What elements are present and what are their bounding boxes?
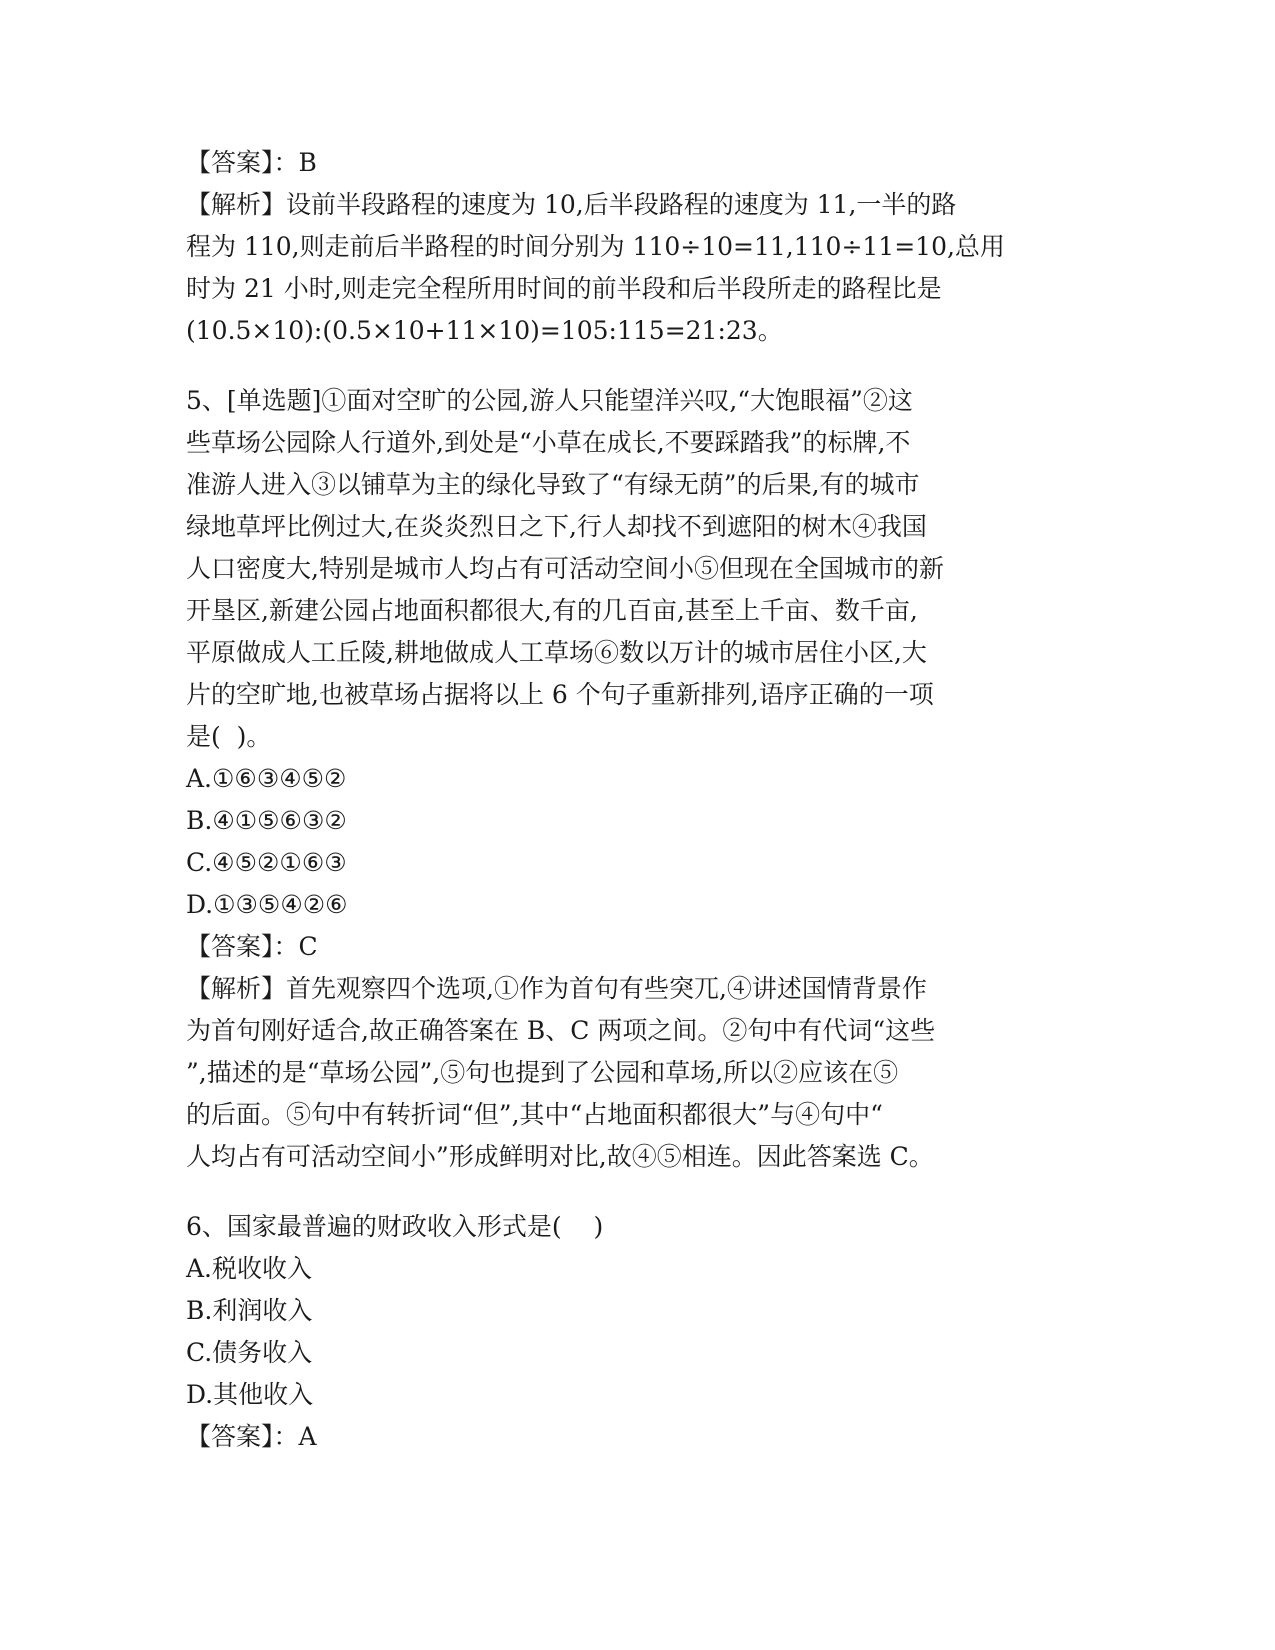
q5-answer: 【答案】：C	[186, 932, 318, 961]
q4-analysis-line-2: 程为 110,则走前后半路程的时间分别为 110÷10=11,110÷11=10,总用	[186, 232, 1005, 261]
q5-stem-line-2: 些草场公园除人行道外,到处是“小草在成长,不要踩踏我”的标牌,不	[186, 428, 911, 457]
q5-analysis-line-3: ”,描述的是“草场公园”,⑤句也提到了公园和草场,所以②应该在⑤	[186, 1058, 899, 1087]
q4-analysis-line-3: 时为 21 小时,则走完全程所用时间的前半段和后半段所走的路程比是	[186, 274, 942, 303]
q6-option-c: C.债务收入	[186, 1338, 313, 1367]
q5-option-b: B.④①⑤⑥③②	[186, 806, 347, 835]
q5-stem-line-3: 准游人进入③以铺草为主的绿化导致了“有绿无荫”的后果,有的城市	[186, 470, 920, 499]
q5-option-a: A.①⑥③④⑤②	[186, 764, 347, 793]
q6-answer: 【答案】：A	[186, 1422, 317, 1451]
q5-analysis-line-2: 为首句刚好适合,故正确答案在 B、C 两项之间。②句中有代词“这些	[186, 1016, 936, 1045]
q6-option-b: B.利润收入	[186, 1296, 313, 1325]
q5-analysis-line-4: 的后面。⑤句中有转折词“但”,其中“占地面积都很大”与④句中“	[186, 1100, 883, 1129]
q5-stem-line-8: 片的空旷地,也被草场占据将以上 6 个句子重新排列,语序正确的一项	[186, 680, 934, 709]
q5-stem-line-7: 平原做成人工丘陵,耕地做成人工草场⑥数以万计的城市居住小区,大	[186, 638, 927, 667]
q5-stem-line-6: 开垦区,新建公园占地面积都很大,有的几百亩,甚至上千亩、数千亩,	[186, 596, 918, 625]
q5-stem-line-1: 5、[单选题]①面对空旷的公园,游人只能望洋兴叹,“大饱眼福”②这	[186, 386, 913, 415]
q4-analysis-line-4: (10.5×10):(0.5×10+11×10)=105:115=21:23。	[186, 316, 783, 345]
q5-analysis-line-5: 人均占有可活动空间小”形成鲜明对比,故④⑤相连。因此答案选 C。	[186, 1142, 934, 1171]
q5-stem-line-4: 绿地草坪比例过大,在炎炎烈日之下,行人却找不到遮阳的树木④我国	[186, 512, 927, 541]
q6-stem: 6、国家最普遍的财政收入形式是( )	[186, 1212, 604, 1241]
q5-stem-line-5: 人口密度大,特别是城市人均占有可活动空间小⑤但现在全国城市的新	[186, 554, 944, 583]
q4-analysis-line-1: 【解析】设前半段路程的速度为 10,后半段路程的速度为 11,一半的路	[186, 190, 957, 219]
q6-option-d: D.其他收入	[186, 1380, 314, 1409]
q4-answer: 【答案】：B	[186, 148, 317, 177]
q5-stem-line-9: 是( )。	[186, 722, 272, 751]
q5-analysis-line-1: 【解析】首先观察四个选项,①作为首句有些突兀,④讲述国情背景作	[186, 974, 927, 1003]
q5-option-d: D.①③⑤④②⑥	[186, 890, 348, 919]
q5-option-c: C.④⑤②①⑥③	[186, 848, 347, 877]
q6-option-a: A.税收收入	[186, 1254, 313, 1283]
